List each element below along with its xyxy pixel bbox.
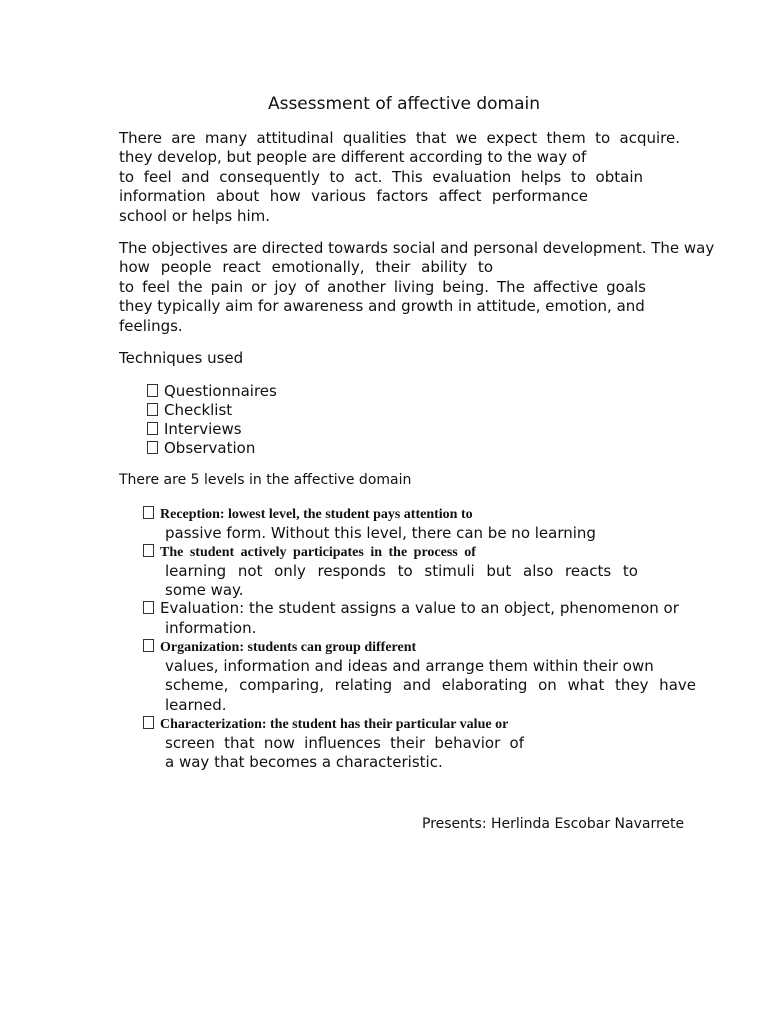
- techniques-heading: Techniques used: [119, 349, 244, 367]
- paragraph-2-line-5: feelings.: [119, 317, 183, 335]
- level-heading-text: Evaluation: the student assigns a value to an object, phenomenon or: [160, 599, 679, 617]
- technique-label: Checklist: [164, 401, 233, 419]
- levels-intro: There are 5 levels in the affective domain: [119, 472, 412, 488]
- paragraph-1-line-4: information about how various factors affect performance: [119, 187, 588, 205]
- bullet-box-icon: [147, 403, 158, 416]
- technique-item: [147, 420, 242, 440]
- technique-label: Interviews: [164, 420, 242, 438]
- bullet-box-icon: [147, 422, 158, 435]
- level-line: values, information and ideas and arrange them within their own: [165, 657, 654, 675]
- level-line: a way that becomes a characteristic.: [165, 753, 443, 771]
- bullet-box-icon: [143, 601, 154, 614]
- level-item-heading: [143, 637, 416, 658]
- level-heading-text: Reception: lowest level, the student pays attention to: [160, 507, 473, 522]
- paragraph-2-line-4: they typically aim for awareness and growth in attitude, emotion, and: [119, 297, 645, 315]
- level-line: information.: [165, 619, 257, 637]
- paragraph-2-line-3: to feel the pain or joy of another living being. The affective goals: [119, 278, 646, 296]
- page-title: Assessment of affective domain: [267, 94, 541, 114]
- technique-item: [147, 439, 255, 459]
- paragraph-1-line-2: they develop, but people are different according to the way of: [119, 148, 587, 166]
- level-item-heading: [143, 504, 473, 525]
- level-line: learning not only responds to stimuli but also reacts to: [165, 562, 638, 580]
- level-item-heading: [143, 714, 508, 735]
- paragraph-1-line-3: to feel and consequently to act. This evaluation helps to obtain: [119, 168, 643, 186]
- technique-label: Questionnaires: [164, 382, 277, 400]
- technique-label: Observation: [164, 439, 256, 457]
- level-line: scheme, comparing, relating and elaborating on what they have: [165, 676, 696, 694]
- bullet-box-icon: [143, 716, 154, 729]
- paragraph-1-line-1: There are many attitudinal qualities that we expect them to acquire.: [119, 129, 680, 147]
- level-item-heading: [143, 599, 679, 619]
- presenter-signature: Presents: Herlinda Escobar Navarrete: [422, 816, 685, 832]
- bullet-box-icon: [147, 384, 158, 397]
- bullet-box-icon: [143, 639, 154, 652]
- paragraph-2-line-1: The objectives are directed towards social and personal development. The way: [119, 239, 715, 257]
- level-line: passive form. Without this level, there can be no learning: [165, 524, 596, 542]
- technique-item: [147, 401, 232, 421]
- bullet-box-icon: [143, 506, 154, 519]
- level-heading-text: Characterization: the student has their particular value or: [160, 717, 509, 732]
- level-line: learned.: [165, 696, 227, 714]
- level-item-heading: [143, 542, 507, 563]
- level-heading-text: Organization: students can group different: [160, 640, 417, 655]
- bullet-box-icon: [143, 544, 154, 557]
- level-line: some way.: [165, 581, 244, 599]
- technique-item: [147, 382, 277, 402]
- level-heading-text: The student actively participates in the process of: [160, 545, 476, 560]
- level-line: screen that now influences their behavior of: [165, 734, 524, 752]
- bullet-box-icon: [147, 441, 158, 454]
- paragraph-2-line-2: how people react emotionally, their ability to: [119, 258, 493, 276]
- paragraph-1-line-5: school or helps him.: [119, 207, 271, 225]
